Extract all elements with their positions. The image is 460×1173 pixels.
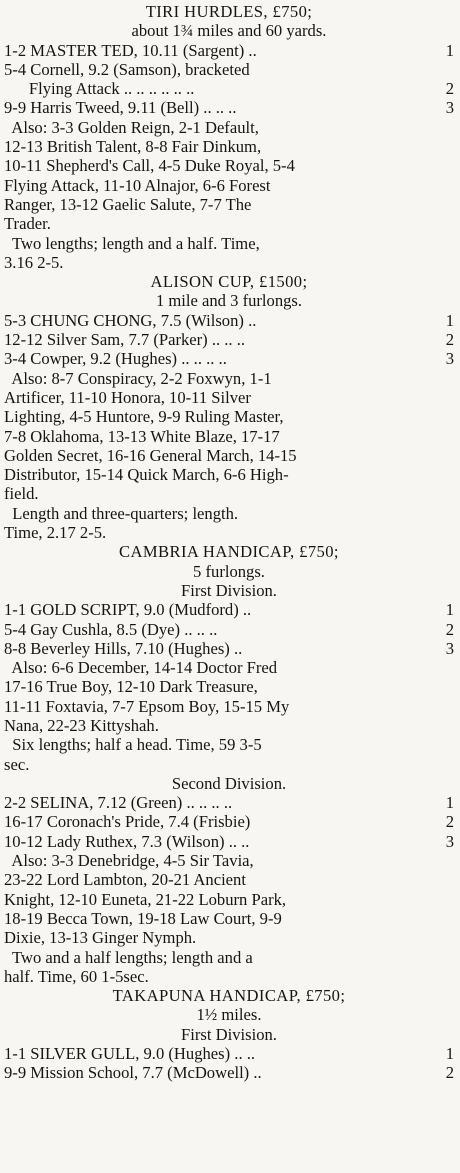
placing-number: 1 bbox=[445, 793, 454, 813]
placing-number: 1 bbox=[445, 310, 454, 330]
also-ran-line: Also: 8-7 Conspiracy, 2-2 Foxwyn, 1-1 bbox=[4, 368, 272, 388]
placing-text: 1-2 MASTER TED, 10.11 (Sargent) .. bbox=[4, 40, 257, 60]
placing-number: 2 bbox=[445, 79, 454, 99]
placing-text: 9-9 Mission School, 7.7 (McDowell) .. bbox=[4, 1063, 262, 1083]
placing-text: 5-4 Cornell, 9.2 (Samson), bracketed bbox=[4, 59, 250, 79]
placing-text: 5-4 Gay Cushla, 8.5 (Dye) .. .. .. bbox=[4, 619, 218, 639]
placing-row bbox=[4, 349, 454, 368]
placing-number: 2 bbox=[445, 1063, 454, 1083]
also-ran-line: Also: 3-3 Golden Reign, 2-1 Default, bbox=[4, 117, 259, 137]
placing-row bbox=[4, 330, 454, 349]
placing-row bbox=[4, 1063, 454, 1082]
also-ran-line: Flying Attack, 11-10 Alnajor, 6-6 Forest bbox=[4, 175, 271, 195]
placing-number: 2 bbox=[445, 812, 454, 832]
also-ran-line: Nana, 22-23 Kittyshah. bbox=[4, 715, 159, 735]
also-ran-line: Also: 6-6 December, 14-14 Doctor Fred bbox=[4, 658, 278, 678]
placing-text: 12-12 Silver Sam, 7.7 (Parker) .. .. .. bbox=[4, 330, 246, 350]
division-heading: First Division. bbox=[181, 1024, 277, 1044]
placing-row bbox=[4, 620, 454, 639]
placing-number: 1 bbox=[445, 40, 454, 60]
placing-row bbox=[4, 79, 454, 98]
also-ran-line: Distributor, 15-14 Quick March, 6-6 High- bbox=[4, 465, 289, 485]
result-line: Two and a half lengths; length and a bbox=[4, 947, 253, 967]
placing-text: Flying Attack .. .. .. .. .. .. bbox=[4, 79, 195, 99]
placing-text: 9-9 Harris Tweed, 9.11 (Bell) .. .. .. bbox=[4, 98, 237, 118]
also-ran-line: 23-22 Lord Lambton, 20-21 Ancient bbox=[4, 870, 246, 890]
placing-number: 2 bbox=[445, 330, 454, 350]
race-distance: about 1¾ miles and 60 yards. bbox=[131, 21, 327, 41]
placing-number: 3 bbox=[445, 831, 454, 851]
placing-row bbox=[4, 60, 454, 79]
placing-text: 1-1 GOLD SCRIPT, 9.0 (Mudford) .. bbox=[4, 600, 252, 620]
division-heading: First Division. bbox=[181, 580, 277, 600]
result-line: Length and three-quarters; length. bbox=[4, 503, 239, 523]
placing-row bbox=[4, 311, 454, 330]
race-distance: 1 mile and 3 furlongs. bbox=[155, 291, 303, 311]
also-ran-line: 11-11 Foxtavia, 7-7 Epsom Boy, 15-15 My bbox=[4, 696, 290, 716]
also-ran-line: Trader. bbox=[4, 214, 51, 234]
also-ran-line: 12-13 British Talent, 8-8 Fair Dinkum, bbox=[4, 137, 262, 157]
result-line: Two lengths; length and a half. Time, bbox=[4, 233, 260, 253]
also-ran-line: Lighting, 4-5 Huntore, 9-9 Ruling Master, bbox=[4, 407, 284, 427]
placing-text: 3-4 Cowper, 9.2 (Hughes) .. .. .. .. bbox=[4, 349, 227, 369]
result-line: 3.16 2-5. bbox=[4, 252, 64, 272]
result-line: Time, 2.17 2-5. bbox=[4, 523, 107, 543]
also-ran-line: Ranger, 13-12 Gaelic Salute, 7-7 The bbox=[4, 194, 252, 214]
placing-row bbox=[4, 98, 454, 117]
race-distance: 1½ miles. bbox=[196, 1005, 262, 1025]
also-ran-line: 7-8 Oklahoma, 13-13 White Blaze, 17-17 bbox=[4, 426, 280, 446]
placing-number: 3 bbox=[445, 638, 454, 658]
placing-number: 1 bbox=[445, 600, 454, 620]
placing-text: 5-3 CHUNG CHONG, 7.5 (Wilson) .. bbox=[4, 310, 257, 330]
race-title: ALISON CUP, £1500; bbox=[150, 272, 308, 292]
placing-row bbox=[4, 639, 454, 658]
race-distance: 5 furlongs. bbox=[193, 561, 265, 581]
placing-text: 8-8 Beverley Hills, 7.10 (Hughes) .. bbox=[4, 638, 243, 658]
also-ran-line: 18-19 Becca Town, 19-18 Law Court, 9-9 bbox=[4, 908, 282, 928]
placing-text: 2-2 SELINA, 7.12 (Green) .. .. .. .. bbox=[4, 793, 233, 813]
placing-number: 2 bbox=[445, 619, 454, 639]
placing-number: 3 bbox=[445, 349, 454, 369]
also-ran-line: Artificer, 11-10 Honora, 10-11 Silver bbox=[4, 387, 251, 407]
division-heading: Second Division. bbox=[171, 773, 287, 793]
also-ran-line: 10-11 Shepherd's Call, 4-5 Duke Royal, 5-4 bbox=[4, 156, 295, 176]
also-ran-line: 17-16 True Boy, 12-10 Dark Treasure, bbox=[4, 677, 258, 697]
result-line: sec. bbox=[4, 754, 30, 774]
also-ran-line: Also: 3-3 Denebridge, 4-5 Sir Tavia, bbox=[4, 851, 254, 871]
also-ran-line: field. bbox=[4, 484, 39, 504]
race-title: TIRI HURDLES, £750; bbox=[145, 2, 313, 21]
race-title: TAKAPUNA HANDICAP, £750; bbox=[112, 986, 346, 1006]
placing-text: 1-1 SILVER GULL, 9.0 (Hughes) .. .. bbox=[4, 1044, 256, 1064]
race-title: CAMBRIA HANDICAP, £750; bbox=[119, 542, 339, 562]
placing-number: 1 bbox=[445, 1044, 454, 1064]
placing-number: 3 bbox=[445, 98, 454, 118]
also-ran-line: Knight, 12-10 Euneta, 21-22 Loburn Park, bbox=[4, 889, 287, 909]
placing-text: 10-12 Lady Ruthex, 7.3 (Wilson) .. .. bbox=[4, 831, 250, 851]
also-ran-line: Dixie, 13-13 Ginger Nymph. bbox=[4, 928, 197, 948]
result-line: half. Time, 60 1-5sec. bbox=[4, 966, 149, 986]
placing-text: 16-17 Coronach's Pride, 7.4 (Frisbie) bbox=[4, 812, 251, 832]
placing-row bbox=[4, 600, 454, 619]
placing-row bbox=[4, 832, 454, 851]
placing-row bbox=[4, 1044, 454, 1063]
result-line: Six lengths; half a head. Time, 59 3-5 bbox=[4, 735, 262, 755]
placing-row bbox=[4, 41, 454, 60]
placing-row bbox=[4, 793, 454, 812]
placing-row bbox=[4, 812, 454, 831]
also-ran-line: Golden Secret, 16-16 General March, 14-15 bbox=[4, 445, 297, 465]
